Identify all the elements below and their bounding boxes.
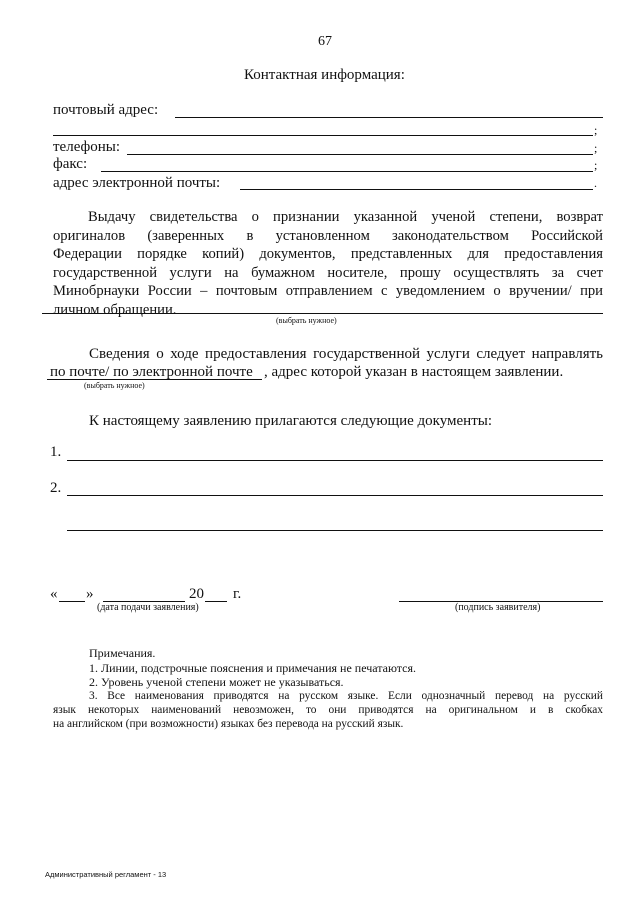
date-open-quote: «: [50, 586, 58, 602]
email-period: .: [594, 176, 597, 190]
delivery-line-1: Выдачу свидетельства о признании указанной ученой степени, возврат: [88, 209, 603, 225]
progress-line-1: Сведения о ходе предоставления государственной услуги следует направлять: [89, 346, 603, 362]
attachment-item-2-line: [67, 495, 603, 496]
note-2: 2. Уровень ученой степени может не указываться.: [89, 675, 344, 689]
attachment-extra-line: [67, 530, 603, 531]
phones-line: [127, 154, 593, 155]
email-label: адрес электронной почты:: [53, 175, 221, 191]
attachments-heading: К настоящему заявлению прилагаются следующие документы:: [89, 413, 493, 429]
phones-label: телефоны:: [53, 139, 121, 155]
page-number: 67: [318, 34, 332, 49]
note-3-line-1: 3. Все наименования приводятся на русском языке. Если однозначный перевод на русский: [89, 690, 603, 702]
date-day-line: [59, 601, 85, 602]
note-1: 1. Линии, подстрочные пояснения и примечания не печатаются.: [89, 661, 417, 675]
contacts-title: Контактная информация:: [244, 67, 405, 83]
delivery-line-4: государственной услуги на бумажном носителе, прошу осуществлять за счет: [53, 264, 603, 281]
notes-title: Примечания.: [89, 646, 156, 660]
attachment-item-1-number: 1.: [50, 444, 62, 460]
attachment-item-2-number: 2.: [50, 480, 62, 496]
delivery-line-2: оригиналов (заверенных в установленном законодательством Российской: [53, 227, 603, 244]
fax-semicolon: ;: [594, 158, 598, 172]
postal-address-label: почтовый адрес:: [53, 102, 159, 118]
delivery-paragraph: [53, 208, 603, 320]
date-close-quote: »: [86, 586, 94, 602]
date-year-prefix: 20: [189, 586, 204, 602]
phones-semicolon: ;: [594, 141, 598, 155]
progress-hint: (выбрать нужное): [84, 381, 145, 390]
note-3-line-3: на английском (при возможности) языках без перевода на русский язык.: [53, 718, 404, 730]
fax-label: факс:: [53, 156, 88, 172]
date-year-line: [205, 601, 227, 602]
delivery-line-5: Минобрнауки России – почтовым отправлением с уведомлением о вручении/ при: [53, 283, 603, 300]
email-line: [240, 189, 593, 190]
attachment-item-1-line: [67, 460, 603, 461]
progress-rest: , адрес которой указан в настоящем заявлении.: [264, 364, 564, 380]
progress-choice-underline: [47, 379, 262, 380]
postal-semicolon: ;: [594, 123, 598, 137]
delivery-line-3: Федерации порядке копий) документов, представленных для предоставления: [53, 246, 603, 263]
progress-choice: по почте/ по электронной почте: [50, 364, 253, 380]
delivery-line-6: личном обращении.: [53, 301, 177, 318]
delivery-choice-underline: [42, 313, 603, 314]
footer-text: Административный регламент - 13: [45, 870, 167, 879]
delivery-hint: (выбрать нужное): [276, 316, 337, 325]
postal-address-line-1: [175, 117, 603, 118]
note-3-line-2: язык некоторых наименований невозможен, то они приводятся на оригинальном и в скобках: [53, 704, 603, 716]
date-year-suffix: г.: [233, 586, 242, 602]
fax-line: [101, 171, 593, 172]
date-caption: (дата подачи заявления): [97, 602, 199, 613]
note-3: [53, 689, 603, 731]
postal-address-line-2: [53, 135, 593, 136]
signature-caption: (подпись заявителя): [455, 602, 541, 613]
